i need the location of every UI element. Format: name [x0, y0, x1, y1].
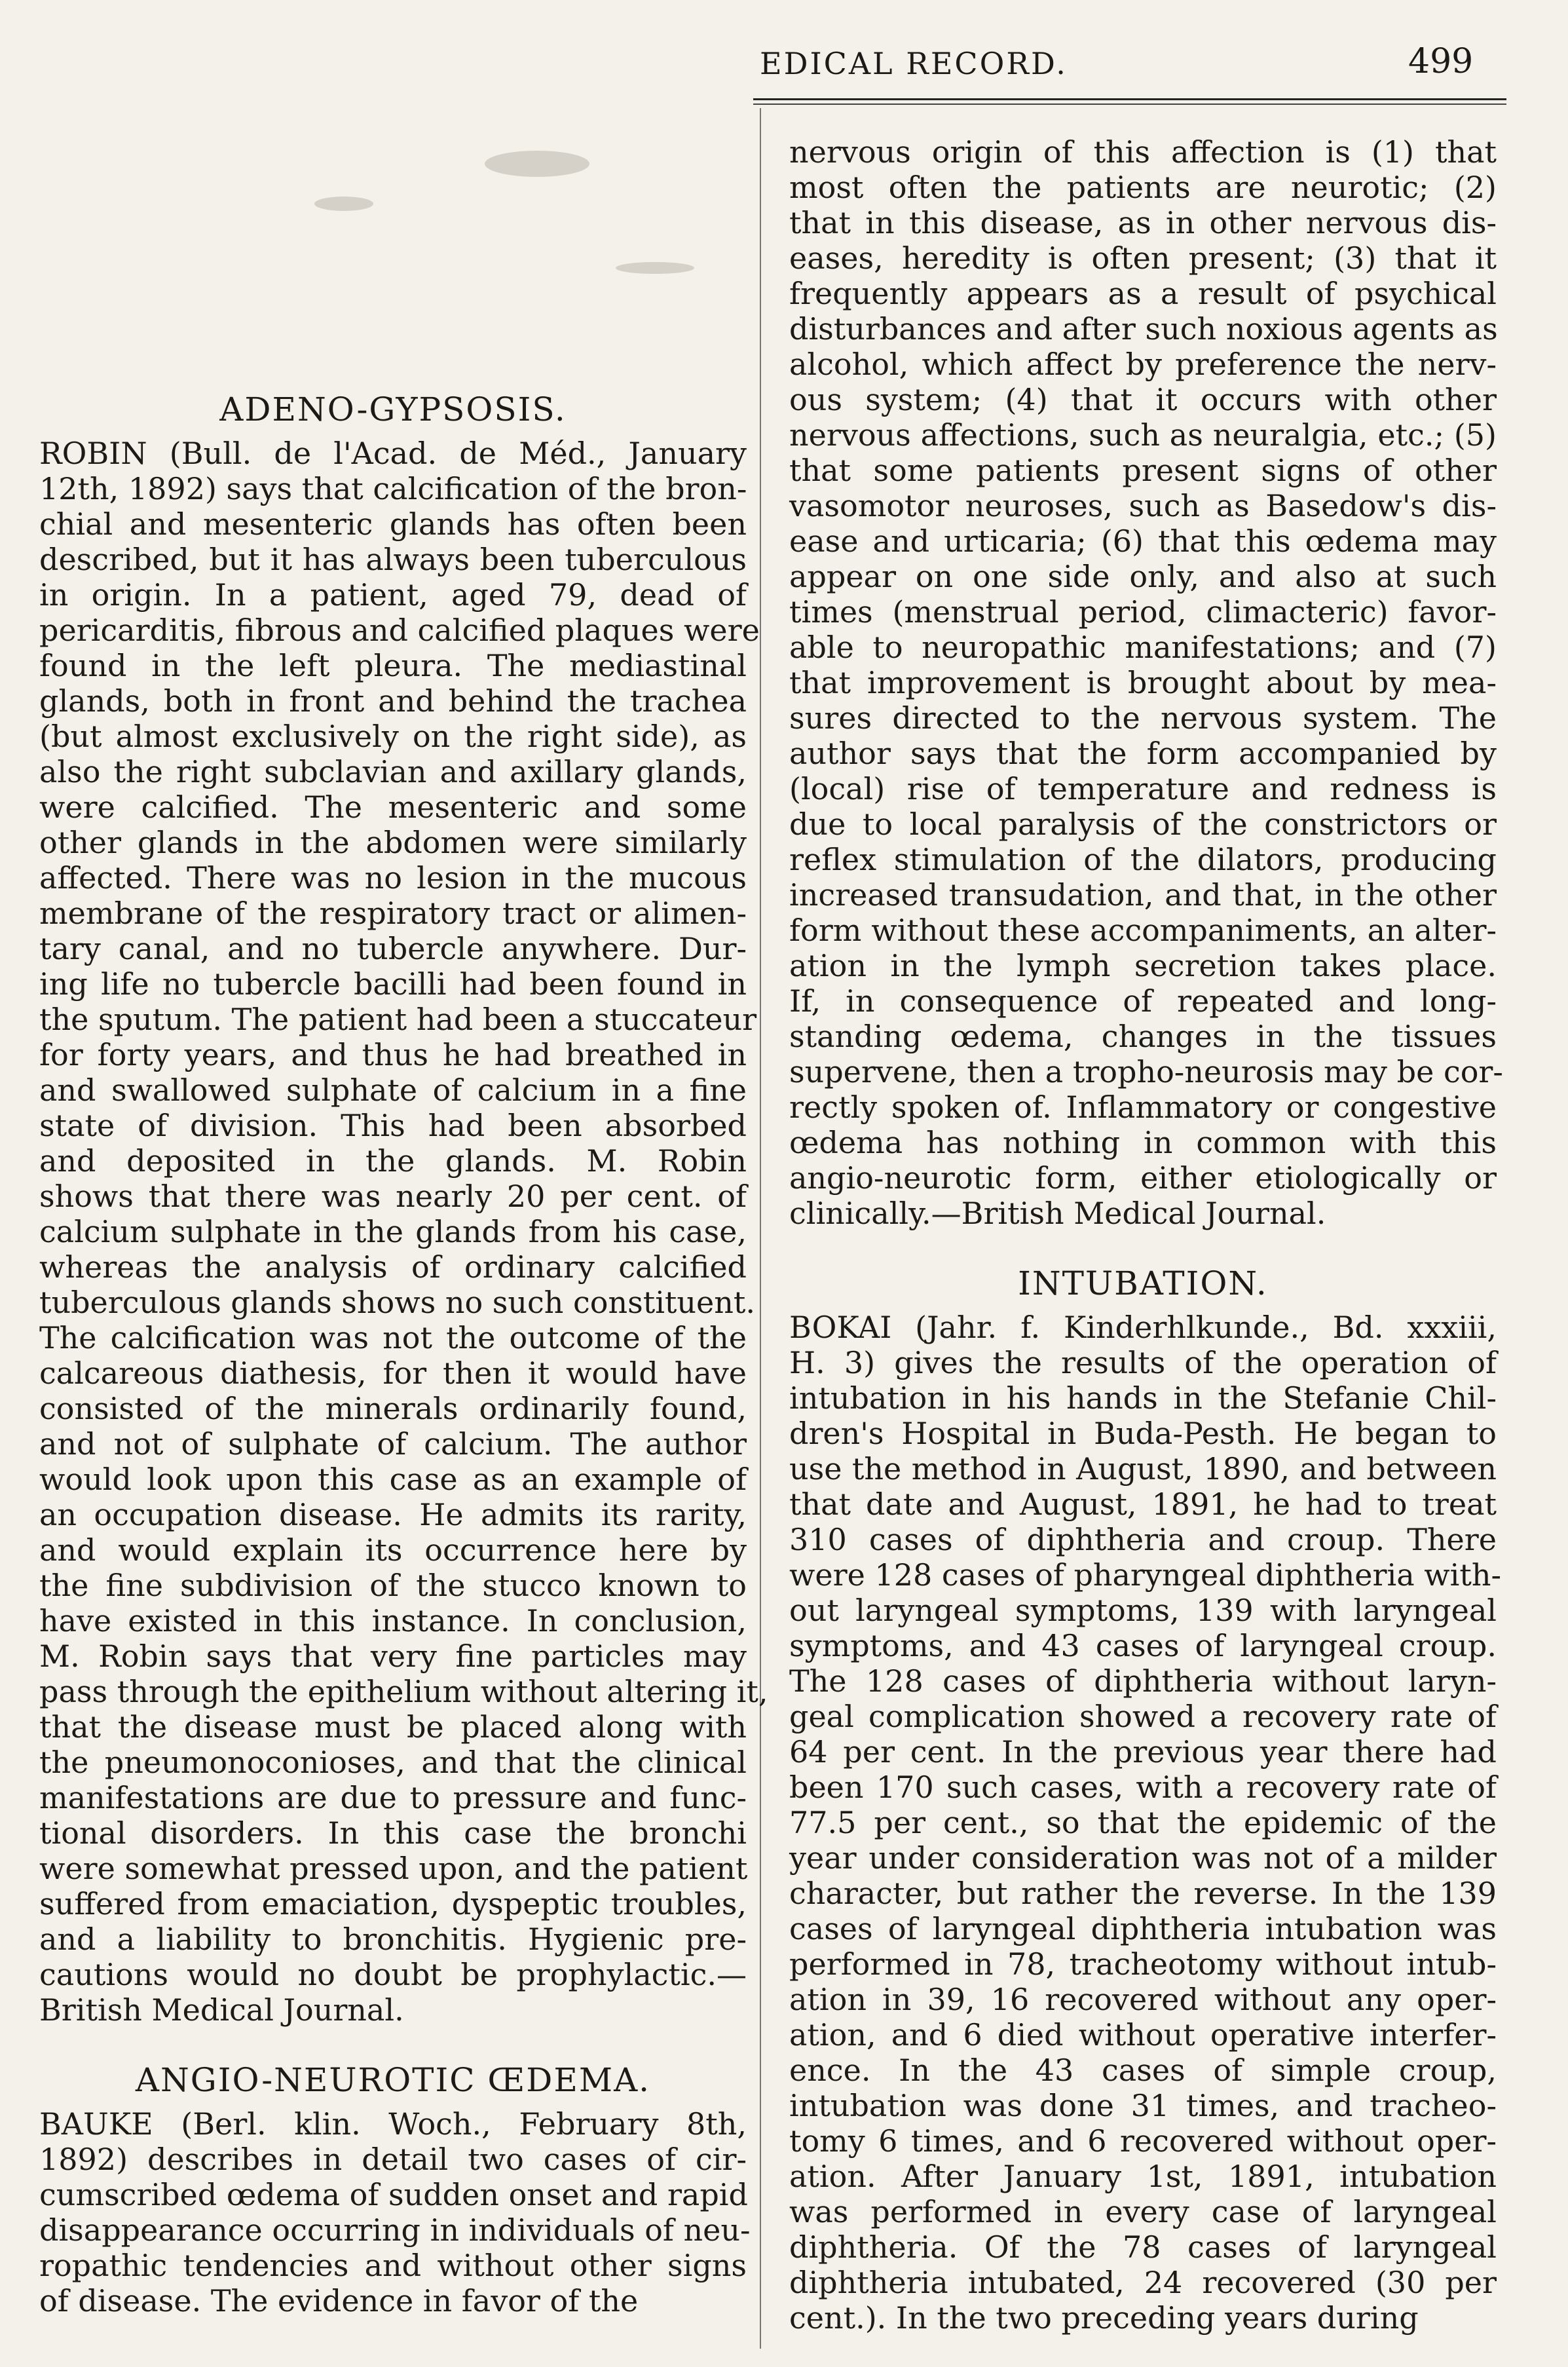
intubation-line: year under consideration was not of a milder: [789, 1840, 1497, 1876]
intubation-line: BOKAI (Jahr. f. Kinderhlkunde., Bd. xxxiii,: [789, 1310, 1497, 1345]
adeno-gypsosis-line: for forty years, and thus he had breathed in: [39, 1037, 747, 1072]
angio-neurotic-oedema-continued-line: angio-neurotic form, either etiologically or: [789, 1160, 1497, 1196]
adeno-gypsosis-line: tional disorders. In this case the bronchi: [39, 1815, 747, 1851]
angio-neurotic-oedema-line: cumscribed œdema of sudden onset and rapid: [39, 2177, 748, 2212]
angio-neurotic-oedema-continued-line: reflex stimulation of the dilators, producing: [789, 842, 1497, 877]
section-gap: [789, 1231, 1497, 1257]
adeno-gypsosis-line: British Medical Journal.: [39, 1992, 404, 2028]
angio-neurotic-oedema-continued-line: ous system; (4) that it occurs with other: [789, 382, 1497, 417]
adeno-gypsosis-line: were calcified. The mesenteric and some: [39, 789, 747, 825]
intubation-line: dren's Hospital in Buda-Pesth. He began to: [789, 1416, 1497, 1451]
adeno-gypsosis-line: tuberculous glands shows no such constituent.: [39, 1285, 755, 1320]
angio-neurotic-oedema-continued-line: times (menstrual period, climacteric) favor-: [789, 594, 1497, 630]
adeno-gypsosis-line: consisted of the minerals ordinarily found,: [39, 1391, 747, 1426]
angio-neurotic-oedema-continued-line: that improvement is brought about by mea-: [789, 665, 1497, 700]
angio-neurotic-oedema-line: 1892) describes in detail two cases of cir-: [39, 2142, 747, 2177]
adeno-gypsosis-line: 12th, 1892) says that calcification of the bron-: [39, 471, 747, 506]
angio-neurotic-oedema-continued-line: that in this disease, as in other nervous dis-: [789, 205, 1497, 240]
section-gap: [39, 2028, 747, 2054]
intubation-line: been 170 such cases, with a recovery rate of: [789, 1770, 1497, 1805]
intubation-line: 64 per cent. In the previous year there had: [789, 1734, 1497, 1770]
running-head: EDICAL RECORD.: [760, 46, 1068, 81]
section-heading: ANGIO-NEUROTIC ŒDEMA.: [135, 2061, 651, 2099]
adeno-gypsosis-line: would look upon this case as an example of: [39, 1462, 747, 1497]
angio-neurotic-oedema-continued-line: œdema has nothing in common with this: [789, 1125, 1497, 1160]
adeno-gypsosis-line: described, but it has always been tuberculous: [39, 542, 747, 577]
adeno-gypsosis-line: and deposited in the glands. M. Robin: [39, 1143, 747, 1179]
adeno-gypsosis-line: the fine subdivision of the stucco known to: [39, 1568, 747, 1603]
intubation-line: The 128 cases of diphtheria without laryn-: [789, 1663, 1497, 1699]
angio-neurotic-oedema-line: BAUKE (Berl. klin. Woch., February 8th,: [39, 2106, 747, 2142]
angio-neurotic-oedema-continued-line: (local) rise of temperature and redness is: [789, 771, 1497, 806]
angio-neurotic-oedema-continued-line: ease and urticaria; (6) that this œdema may: [789, 523, 1497, 559]
intubation-line: intubation in his hands in the Stefanie Chil-: [789, 1380, 1497, 1416]
adeno-gypsosis-line: also the right subclavian and axillary glands,: [39, 754, 747, 789]
intubation-line: intubation was done 31 times, and tracheo-: [789, 2088, 1497, 2123]
angio-neurotic-oedema-line: disappearance occurring in individuals of neu-: [39, 2212, 751, 2248]
adeno-gypsosis-line: cautions would no doubt be prophylactic.—: [39, 1957, 747, 1992]
adeno-gypsosis-line: (but almost exclusively on the right side), as: [39, 719, 747, 754]
intubation-line: ation. After January 1st, 1891, intubation: [789, 2159, 1497, 2194]
angio-neurotic-oedema-line: ropathic tendencies and without other signs: [39, 2248, 747, 2283]
intubation-line: tomy 6 times, and 6 recovered without oper-: [789, 2123, 1497, 2159]
angio-neurotic-oedema-continued-line: rectly spoken of. Inflammatory or congestive: [789, 1089, 1497, 1125]
intubation-line: ation, and 6 died without operative interfer-: [789, 2017, 1497, 2053]
angio-neurotic-oedema-continued-line: If, in consequence of repeated and long-: [789, 983, 1497, 1019]
angio-neurotic-oedema-continued-line: nervous origin of this affection is (1) that: [789, 134, 1497, 170]
adeno-gypsosis-line: found in the left pleura. The mediastinal: [39, 648, 747, 683]
adeno-gypsosis-line: membrane of the respiratory tract or alimen-: [39, 896, 747, 931]
section-heading: INTUBATION.: [1018, 1264, 1268, 1302]
intubation-line: diphtheria. Of the 78 cases of laryngeal: [789, 2229, 1497, 2265]
intubation-line: 77.5 per cent., so that the epidemic of the: [789, 1805, 1497, 1840]
adeno-gypsosis-line: that the disease must be placed along with: [39, 1709, 747, 1745]
intubation-line: ation in 39, 16 recovered without any oper-: [789, 1982, 1497, 2017]
angio-neurotic-oedema-continued-line: increased transudation, and that, in the other: [789, 877, 1497, 913]
intubation-line: 310 cases of diphtheria and croup. There: [789, 1522, 1497, 1557]
intubation-line: symptoms, and 43 cases of laryngeal croup.: [789, 1628, 1497, 1663]
adeno-gypsosis-line: ing life no tubercle bacilli had been found in: [39, 966, 747, 1002]
adeno-gypsosis-line: the pneumonoconioses, and that the clinical: [39, 1745, 747, 1780]
angio-neurotic-oedema-continued-line: that some patients present signs of other: [789, 453, 1497, 488]
angio-neurotic-oedema-continued-line: due to local paralysis of the constrictors or: [789, 806, 1497, 842]
intubation-line: that date and August, 1891, he had to treat: [789, 1486, 1497, 1522]
adeno-gypsosis-line: and not of sulphate of calcium. The author: [39, 1426, 747, 1462]
adeno-gypsosis-line: whereas the analysis of ordinary calcified: [39, 1249, 747, 1285]
adeno-gypsosis-line: shows that there was nearly 20 per cent. of: [39, 1179, 747, 1214]
section-heading: ADENO-GYPSOSIS.: [219, 390, 567, 428]
intubation-line: out laryngeal symptoms, 139 with laryngeal: [789, 1593, 1497, 1628]
intubation-line: character, but rather the reverse. In the 139: [789, 1876, 1497, 1911]
intubation-line: geal complication showed a recovery rate of: [789, 1699, 1497, 1734]
adeno-gypsosis-line: calcium sulphate in the glands from his case,: [39, 1214, 747, 1249]
angio-neurotic-oedema-continued-line: most often the patients are neurotic; (2): [789, 170, 1497, 205]
intubation-line: cases of laryngeal diphtheria intubation was: [789, 1911, 1497, 1946]
angio-neurotic-oedema-continued-line: supervene, then a tropho-neurosis may be cor-: [789, 1054, 1503, 1089]
adeno-gypsosis-line: and swallowed sulphate of calcium in a fine: [39, 1072, 747, 1108]
adeno-gypsosis-line: M. Robin says that very fine particles may: [39, 1638, 747, 1674]
angio-neurotic-oedema-continued-line: eases, heredity is often present; (3) that it: [789, 240, 1497, 276]
angio-neurotic-oedema-continued-line: able to neuropathic manifestations; and (7): [789, 630, 1497, 665]
header-rule: [753, 98, 1506, 100]
angio-neurotic-oedema-line: of disease. The evidence in favor of the: [39, 2283, 639, 2319]
angio-neurotic-oedema-continued-line: clinically.—British Medical Journal.: [789, 1196, 1326, 1231]
adeno-gypsosis-line: have existed in this instance. In conclusion,: [39, 1603, 747, 1638]
adeno-gypsosis-line: ROBIN (Bull. de l'Acad. de Méd., January: [39, 436, 747, 471]
header-rule-secondary: [753, 104, 1506, 105]
angio-neurotic-oedema-continued-line: sures directed to the nervous system. The: [789, 700, 1497, 736]
angio-neurotic-oedema-continued-line: appear on one side only, and also at such: [789, 559, 1497, 594]
angio-neurotic-oedema-continued-line: frequently appears as a result of psychical: [789, 276, 1497, 311]
intubation-line: use the method in August, 1890, and between: [789, 1451, 1497, 1486]
angio-neurotic-oedema-continued-line: form without these accompaniments, an alter-: [789, 913, 1497, 948]
left-column: [39, 383, 768, 2319]
adeno-gypsosis-line: calcareous diathesis, for then it would have: [39, 1355, 747, 1391]
adeno-gypsosis-line: other glands in the abdomen were similarly: [39, 825, 747, 860]
adeno-gypsosis-line: pericarditis, fibrous and calcified plaques were: [39, 613, 760, 648]
intubation-line: were 128 cases of pharyngeal diphtheria with-: [789, 1557, 1502, 1593]
intubation-line: ence. In the 43 cases of simple croup,: [789, 2053, 1497, 2088]
adeno-gypsosis-line: were somewhat pressed upon, and the patient: [39, 1851, 748, 1886]
right-column: [789, 134, 1503, 2336]
adeno-gypsosis-line: glands, both in front and behind the trachea: [39, 683, 747, 719]
angio-neurotic-oedema-continued-line: author says that the form accompanied by: [789, 736, 1497, 771]
angio-neurotic-oedema-continued-line: ation in the lymph secretion takes place.: [789, 948, 1497, 983]
faded-print-area: [39, 111, 747, 373]
adeno-gypsosis-line: the sputum. The patient had been a stuccateur: [39, 1002, 757, 1037]
angio-neurotic-oedema-continued-line: nervous affections, such as neuralgia, etc.; (5): [789, 417, 1497, 453]
adeno-gypsosis-line: suffered from emaciation, dyspeptic troubles,: [39, 1886, 747, 1922]
adeno-gypsosis-line: state of division. This had been absorbed: [39, 1108, 747, 1143]
angio-neurotic-oedema-continued-line: disturbances and after such noxious agents as: [789, 311, 1498, 347]
angio-neurotic-oedema-continued-line: standing œdema, changes in the tissues: [789, 1019, 1497, 1054]
adeno-gypsosis-line: and a liability to bronchitis. Hygienic pre-: [39, 1922, 747, 1957]
adeno-gypsosis-line: The calcification was not the outcome of the: [39, 1320, 747, 1355]
intubation-line: was performed in every case of laryngeal: [789, 2194, 1497, 2229]
adeno-gypsosis-line: pass through the epithelium without altering it,: [39, 1674, 768, 1709]
intubation-line: H. 3) gives the results of the operation of: [789, 1345, 1497, 1380]
adeno-gypsosis-line: and would explain its occurrence here by: [39, 1532, 747, 1568]
adeno-gypsosis-line: chial and mesenteric glands has often been: [39, 506, 747, 542]
intubation-line: diphtheria intubated, 24 recovered (30 per: [789, 2265, 1497, 2300]
adeno-gypsosis-line: tary canal, and no tubercle anywhere. Dur-: [39, 931, 747, 966]
page-header: [0, 0, 1568, 105]
intubation-line: cent.). In the two preceding years during: [789, 2300, 1419, 2336]
column-divider: [760, 108, 761, 2349]
intubation-line: performed in 78, tracheotomy without intub-: [789, 1946, 1497, 1982]
angio-neurotic-oedema-continued-line: vasomotor neuroses, such as Basedow's dis-: [789, 488, 1497, 523]
adeno-gypsosis-line: an occupation disease. He admits its rarity,: [39, 1497, 747, 1532]
angio-neurotic-oedema-continued-line: alcohol, which affect by preference the nerv-: [789, 347, 1497, 382]
adeno-gypsosis-line: affected. There was no lesion in the mucous: [39, 860, 747, 896]
page-number: 499: [1408, 42, 1474, 81]
adeno-gypsosis-line: in origin. In a patient, aged 79, dead of: [39, 577, 747, 613]
adeno-gypsosis-line: manifestations are due to pressure and func-: [39, 1780, 747, 1815]
